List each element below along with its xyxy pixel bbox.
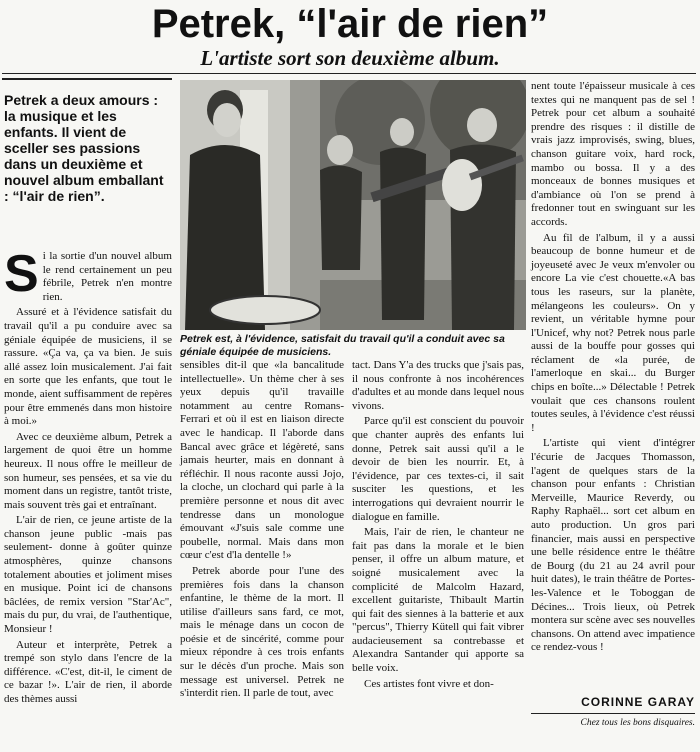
article-title: Petrek, “l'air de rien” xyxy=(151,2,549,46)
paragraph: sensibles dit-il que «la bancalitude intellectuelle». Un thème cher à ses yeux depuis qu'il travaille notamment au centre Romans-Ferrari et où il est en liaison directe avec le handicap. Il l'aborde dans Bancal avec grâce et légèreté, sans jamais heurter, mais en donnant à réfléchir. Il nous raconte aussi Jojo, la cloche, un clochard qui parle à la première personne et nous dit avec tendresse dans un monologue émouvant «J'suis sale comme une poubelle, normal. Mais dans mon cœur c'est d'la dentelle !» xyxy=(180,359,344,562)
photo-caption: Petrek est, à l'évidence, satisfait du travail qu'il a conduit avec sa géniale équipée de musiciens. xyxy=(180,333,505,358)
paragraph: Parce qu'il est conscient du pouvoir que chanter auprès des enfants lui donne, Petrek sait aussi qu'il a le devoir de bien les nourrir. Et, à l'évidence, par ces textes-ci, il sait susciter les questions, et les interrogations qui devraient nourrir le dialogue en famille. xyxy=(352,415,524,523)
paragraph: Assuré et à l'évidence satisfait du travail qu'il a pu conduire avec sa géniale équipée de musiciens, il se rassure. «Ça va, ça va bien. Je suis allé assez loin musicalement. J'ai fait en sorte que les enfants, que tout le monde, aient suffisamment de repères pour être emmenés dans mon histoire à moi.» xyxy=(4,306,172,428)
paragraph: Mais, l'air de rien, le chanteur ne fait pas dans la morale et le bien penser, il offre un album mature, et soigné musicalement avec la complicité de Malcolm Hazard, excellent guitariste, Thibault Martin qui fait des siennes à la batterie et aux "percus", Thierry Kütell qui fait vibrer audacieusement sa contrebasse et Alexandra Santander qui apporte sa belle voix. xyxy=(352,526,524,675)
paragraph: Au fil de l'album, il y a aussi beaucoup de bonne humeur et de joyeuseté avec Je veux m'envoler ou encore La vie c'est chouette.«A bas tous les raseurs, sur la planète, mélangeons les couleurs». On y revient, un véritable hymne pour l'Unicef, why not? Petrek nous parle aussi de la bouffe pour gosses qui réclament de «la purée, de l'amerloque en skai... du Burger chips en boîte...» Délectable ! Petrek voulait que ces chansons roulent toutes seules, à l'évidence c'est réussi ! xyxy=(531,231,695,434)
article-intro: Petrek a deux amours : la musique et les enfants. Il vient de sceller ses passions dans un deuxième et nouvel album emballant : “l'air de rien”. xyxy=(4,92,164,204)
paragraph: Ces artistes font vivre et don- xyxy=(364,677,494,690)
paragraph: tact. Dans Y'a des trucks que j'sais pas, il nous confronte à nos incohérences d'adultes et au monde dans lequel nous vivons. xyxy=(352,359,524,412)
author-signature: CORINNE GARAY xyxy=(581,695,695,709)
column-2 xyxy=(180,359,344,703)
drop-cap: S xyxy=(4,245,39,303)
paragraph: Auteur et interprète, Petrek a trempé son stylo dans l'encre de la différence. «C'est, dit-il, le ciment de ce bazar !». L'air de rien, il aborde des thèmes aussi xyxy=(4,638,172,705)
band-photo-illustration xyxy=(180,80,526,330)
paragraph: L'air de rien, ce jeune artiste de la chanson jeune public -mais pas seulement- donne à goûter quinze atmosphères, quinze chansons totalement abouties et joliment mises en musique. Point ici de chansons bâclées, de remix version "Star'Ac", mais du pur, du vrai, de l'authentique, Monsieur ! xyxy=(4,514,172,636)
paragraph: L'artiste qui vient d'intégrer l'écurie de Jacques Thomasson, l'agent de quelques stars de la chanson pour enfants : Christian Merveille, Maurice Reverdy, ou Raphy Raphaël... sort cet album en auto production. Un gros pari financier, mais aussi en perspective une belle résidence entre le théâtre de Bourg (du 21 au 24 avril pour huit dates), le train théâtre de Portes-les-Valence et le Toboggan de Décines... Trois lieux, où Petrek montera sur scène avec ses nouvelles chansons. On attend avec impatience ce rendez-vous ! xyxy=(531,437,695,654)
article-subtitle: L'artiste sort son deuxième album. xyxy=(200,46,500,70)
intro-rule xyxy=(2,78,172,80)
column-3 xyxy=(352,359,524,693)
signature-rule xyxy=(531,713,695,714)
column-1 xyxy=(4,245,172,709)
paragraph: nent toute l'épaisseur musicale à ces textes qui ne manquent pas de sel ! Petrek pour cet album a souhaité prendre des risques : il distille de vrais jazz improvisés, swing, blues, chanson guitare voix, hard rock, mambo ou bossa. Il y a des monceaux de bonnes musiques et d'ambiance où l'on se prend à fredonner tout en swinguant sur les accords. xyxy=(531,80,695,228)
paragraph: Si la sortie d'un nouvel album le rend certainement un peu fébrile, Petrek n'en montre rien. xyxy=(4,245,172,303)
band-photo xyxy=(180,80,526,330)
paragraph: Petrek aborde pour l'une des premières fois dans la chanson enfantine, le thème de la mort. Il utilise d'ailleurs sans fard, ce mot, mais le ménage dans un cocon de poésie et de sincérité, comme pour mieux répondre à ces trois enfants sur le décès d'un proche. Mais son message est universel. Petrek ne s'interdit rien. Il parle de tout, avec xyxy=(180,564,344,700)
paragraph: Avec ce deuxième album, Petrek a largement de quoi être un homme heureux. Il nous offre le meilleur de son humeur, ses pensées, et sa vie du moment dans un registre, tantôt triste, mais souvent très gai et entraînant. xyxy=(4,430,172,511)
footnote: Chez tous les bons disquaires. xyxy=(580,718,695,728)
column-4 xyxy=(531,80,695,657)
header-rule xyxy=(2,73,696,74)
